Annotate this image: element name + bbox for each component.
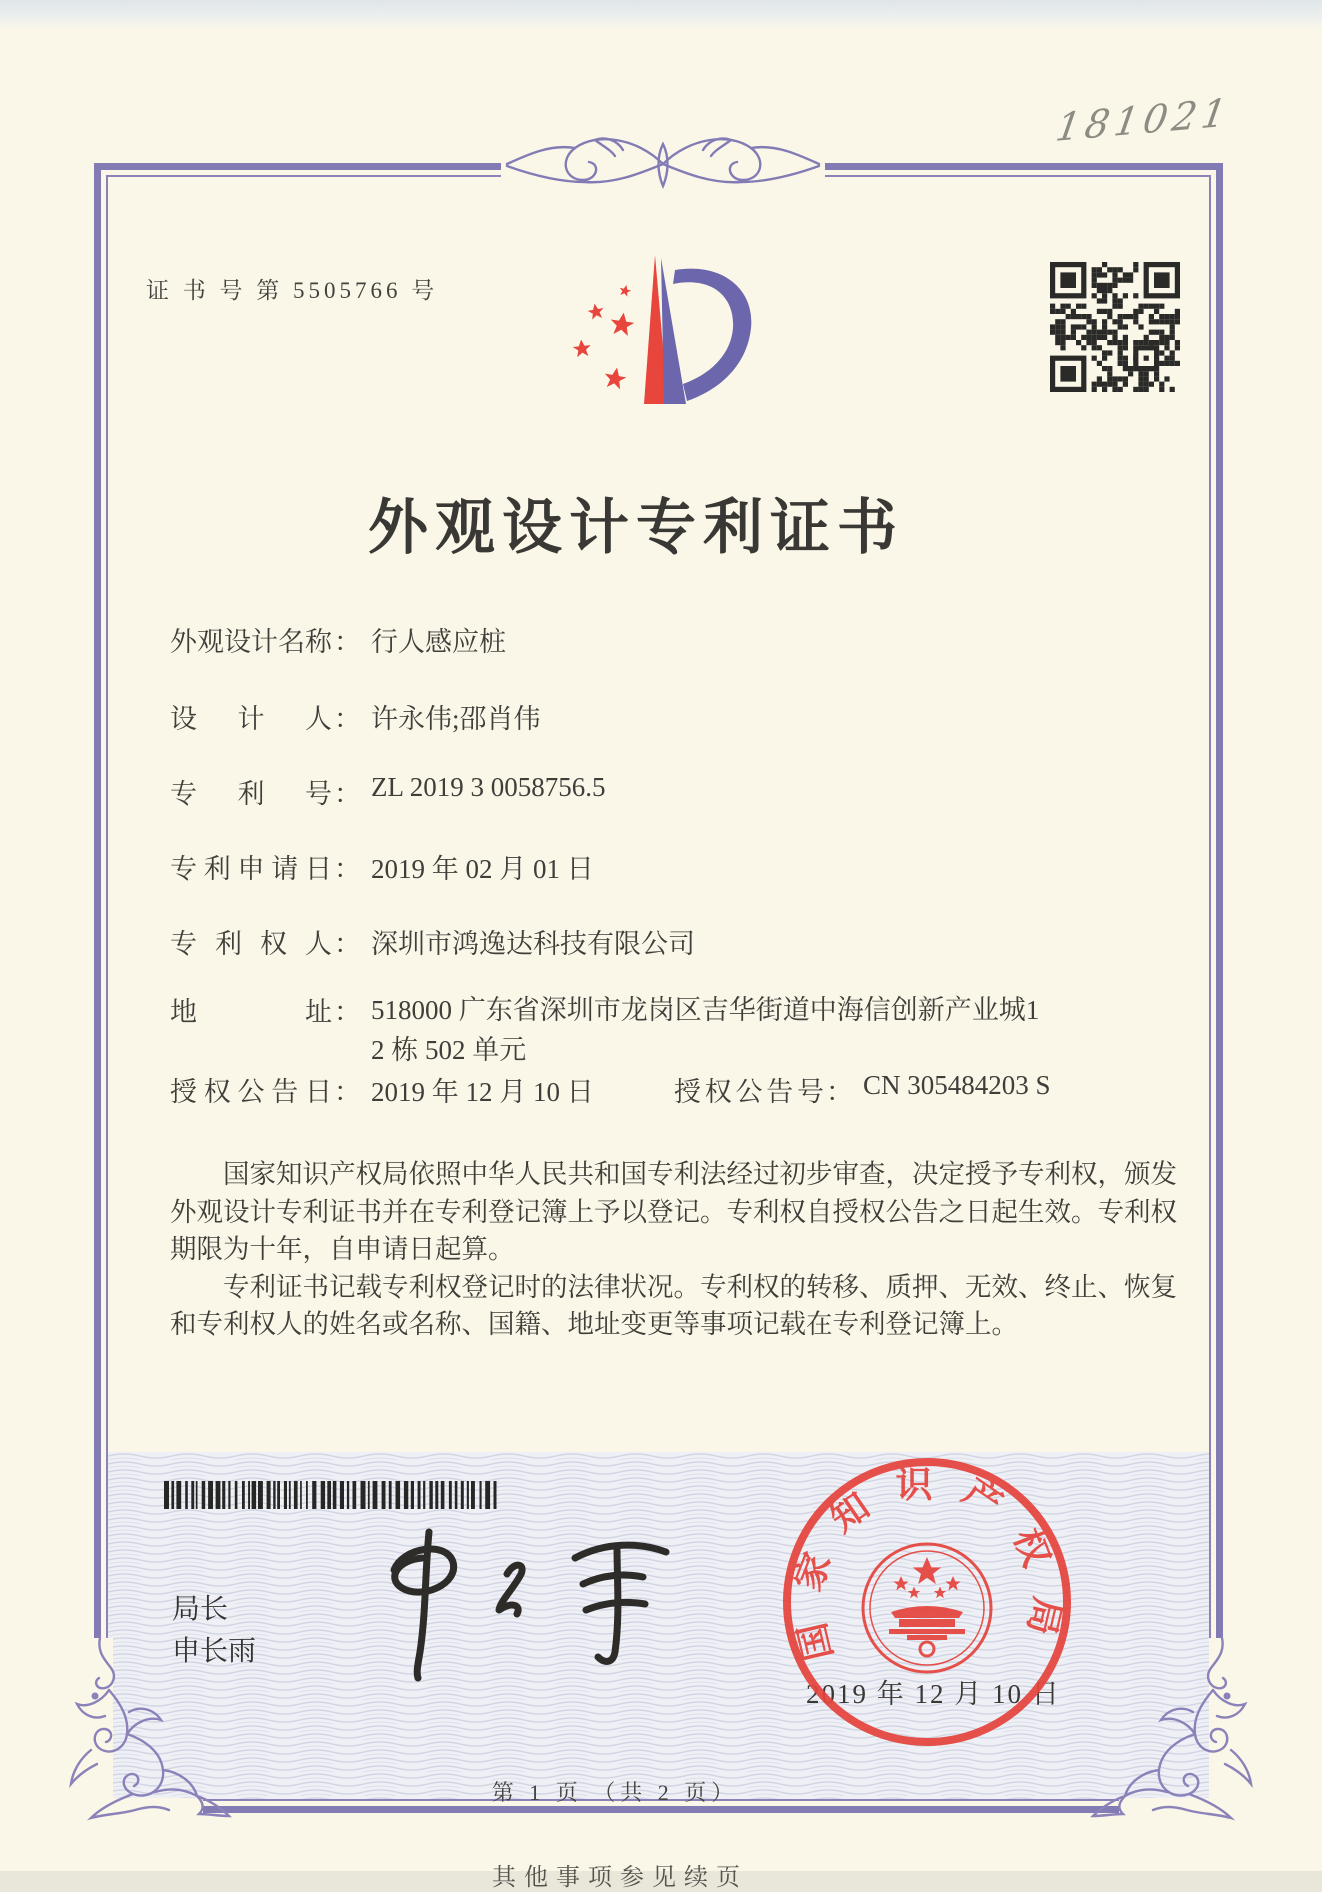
address-line-2: 2 栋 502 单元 — [371, 1035, 527, 1065]
field-label: 授权公告日 — [170, 1077, 332, 1107]
signatory-block — [172, 1589, 256, 1673]
bottom-right-flourish — [1089, 1638, 1264, 1823]
colon: ： — [334, 854, 361, 884]
official-seal — [775, 1450, 1079, 1754]
scan-edge-shadow — [0, 0, 1322, 30]
field-grant-row — [170, 1070, 1051, 1109]
colon: ： — [334, 627, 361, 657]
colon: ： — [334, 997, 361, 1027]
page-number-footer: 第 1 页 （共 2 页） — [491, 1780, 739, 1805]
colon: ： — [334, 704, 361, 734]
legal-body-text — [170, 1156, 1177, 1344]
director-signature — [372, 1512, 702, 1682]
field-label: 专利号 — [170, 779, 332, 809]
field-label: 外观设计名称 — [170, 627, 332, 657]
field-value: 2019 年 12 月 10 日 — [371, 1077, 594, 1107]
cnipa-logo — [565, 246, 755, 410]
field-label: 专利申请日 — [170, 854, 332, 884]
field-address — [170, 990, 1221, 1070]
field-label: 专利权人 — [170, 929, 332, 959]
barcode — [164, 1481, 498, 1509]
field-label: 地址 — [170, 997, 332, 1027]
signatory-name: 申长雨 — [172, 1636, 257, 1667]
colon: ： — [826, 1077, 853, 1107]
field-grant-number — [674, 1070, 1051, 1109]
seal-text: 国家知识产权局 — [786, 1465, 1068, 1665]
certificate-number: 证 书 号 第 5505766 号 — [146, 278, 439, 303]
field-label: 设计人 — [170, 704, 332, 734]
field-value: 深圳市鸿逸达科技有限公司 — [371, 929, 695, 959]
field-label: 授权公告号 — [674, 1077, 824, 1107]
certificate-title: 外观设计专利证书 — [368, 495, 904, 561]
field-value — [371, 990, 1221, 1070]
colon: ： — [334, 929, 361, 959]
field-value: 2019 年 02 月 01 日 — [371, 854, 594, 884]
colon: ： — [334, 1077, 361, 1107]
handwritten-note: 181021 — [1052, 89, 1235, 151]
field-patent-number — [170, 772, 605, 811]
field-filing-date — [170, 847, 594, 886]
partial-bottom-line: 其他事项参见续页 — [492, 1865, 748, 1891]
field-designer — [170, 697, 541, 736]
field-value: 行人感应桩 — [371, 627, 506, 657]
grant-date-under-seal: 2019 年 12 月 10 日 — [806, 1679, 1061, 1709]
legal-paragraph-1: 国家知识产权局依照中华人民共和国专利法经过初步审查，决定授予专利权，颁发外观设计专利证书并在专利登记簿上予以登记。专利权自授权公告之日起生效。专利权期限为十年，自申请日起算。 — [170, 1159, 1177, 1265]
qr-code — [1050, 262, 1180, 392]
colon: ： — [334, 779, 361, 809]
field-value: ZL 2019 3 0058756.5 — [371, 772, 606, 802]
legal-paragraph-2: 专利证书记载专利权登记时的法律状况。专利权的转移、质押、无效、终止、恢复和专利权人的姓名或名称、国籍、地址变更等事项记载在专利登记簿上。 — [170, 1271, 1177, 1340]
top-flourish-ornament — [473, 120, 853, 206]
address-line-1: 518000 广东省深圳市龙岗区吉华街道中海信创新产业城1 — [371, 995, 1040, 1025]
signatory-title: 局长 — [172, 1594, 229, 1625]
field-value: 许永伟;邵肖伟 — [371, 704, 541, 734]
field-value: CN 305484203 S — [863, 1070, 1051, 1100]
field-design-name — [170, 620, 506, 659]
field-patentee — [170, 922, 695, 961]
